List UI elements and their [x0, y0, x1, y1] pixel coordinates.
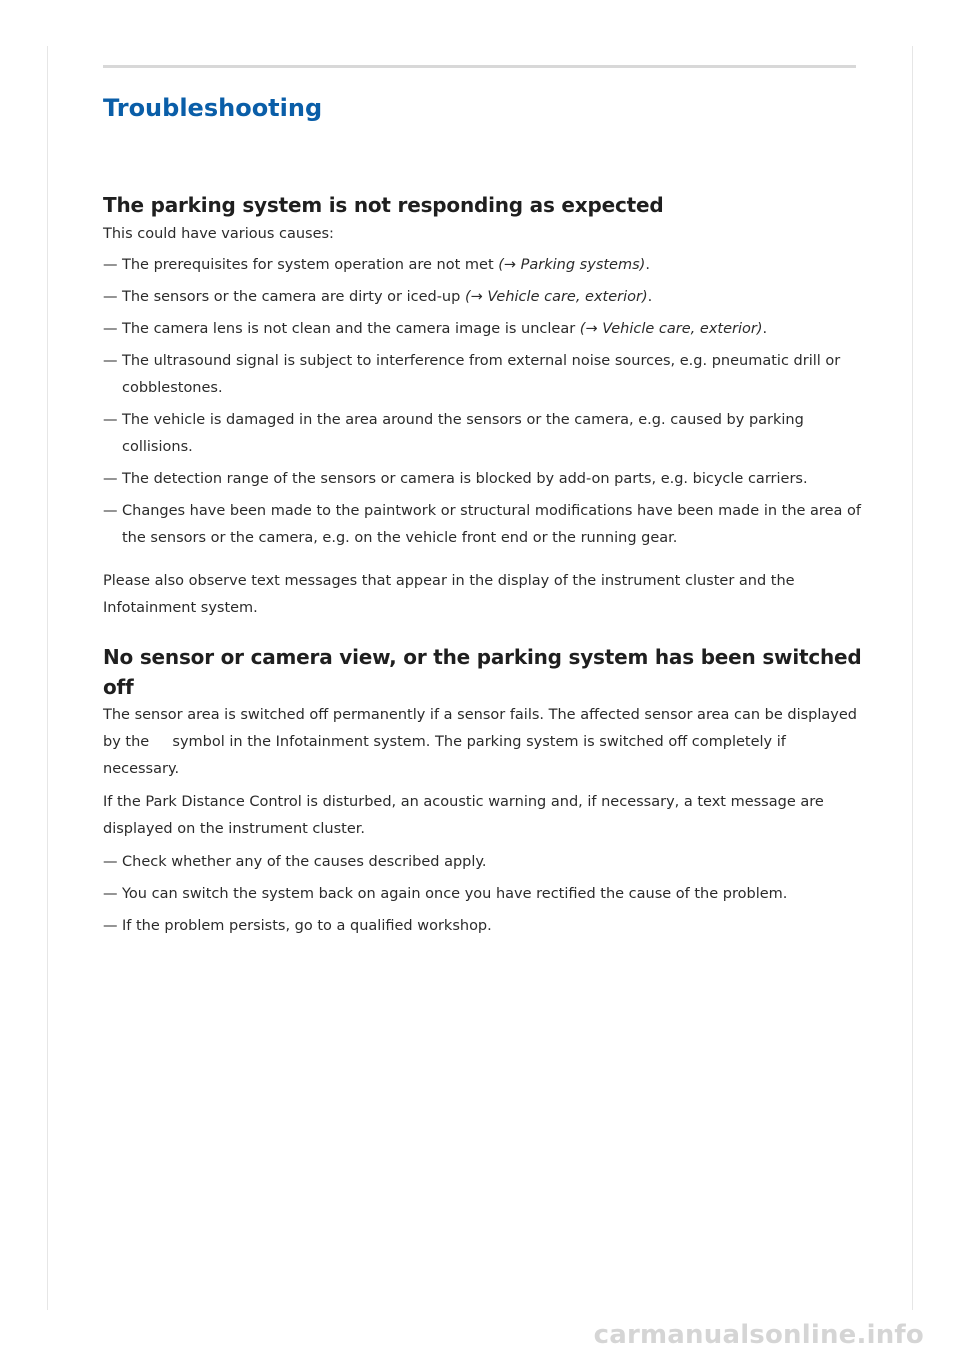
- cross-reference-link[interactable]: (→ Parking systems): [498, 257, 646, 273]
- page-title: Troubleshooting: [103, 94, 323, 122]
- list-item: — The detection range of the sensors or camera is blocked by add-on parts, e.g. bicycle carriers.: [103, 466, 863, 493]
- pdc-disturbed-paragraph: If the Park Distance Control is disturbed, an acoustic warning and, if necessary, a text message are displayed on the instrument cluster.: [103, 794, 824, 837]
- display-note: Please also observe text messages that appear in the display of the instrument cluster and the Infotainment system.: [103, 573, 795, 616]
- list-item: — The sensors or the camera are dirty or iced-up (→ Vehicle care, exterior).: [103, 284, 863, 311]
- list-item: — You can switch the system back on again once you have rectified the cause of the problem.: [103, 881, 863, 908]
- section-heading-not-responding: The parking system is not responding as expected: [103, 193, 664, 217]
- list-item: — The camera lens is not clean and the camera image is unclear (→ Vehicle care, exterior).: [103, 316, 863, 343]
- page-edge-left: [47, 46, 48, 1310]
- list-item: — If the problem persists, go to a qualified workshop.: [103, 913, 863, 940]
- list-item: — The vehicle is damaged in the area around the sensors or the camera, e.g. caused by parking collisions.: [103, 407, 863, 461]
- actions-list: [103, 849, 863, 940]
- list-item: — The ultrasound signal is subject to interference from external noise sources, e.g. pneumatic drill or cobblestones.: [103, 348, 863, 402]
- watermark-text: carmanualsonline.info: [593, 1320, 924, 1350]
- section-intro: This could have various causes:: [103, 226, 334, 242]
- page-content: [103, 90, 863, 945]
- list-item: — Check whether any of the causes described apply.: [103, 849, 863, 876]
- sensor-area-paragraph: The sensor area is switched off permanently if a sensor fails. The affected sensor area can be displayed by the symbol in the Infotainment system. The parking system is switched off completely if necessary.: [103, 707, 858, 777]
- list-item: — Changes have been made to the paintwork or structural modifications have been made in the area of the sensors or the camera, e.g. on the vehicle front end or the running gear.: [103, 498, 863, 552]
- cross-reference-link[interactable]: (→ Vehicle care, exterior): [464, 289, 648, 305]
- cross-reference-link[interactable]: (→ Vehicle care, exterior): [579, 321, 763, 337]
- section-heading-switched-off: No sensor or camera view, or the parking system has been switched off: [103, 645, 862, 699]
- header-rule: [103, 65, 856, 68]
- page-edge-right: [912, 46, 913, 1310]
- list-item: — The prerequisites for system operation are not met (→ Parking systems).: [103, 252, 863, 279]
- causes-list: [103, 252, 863, 552]
